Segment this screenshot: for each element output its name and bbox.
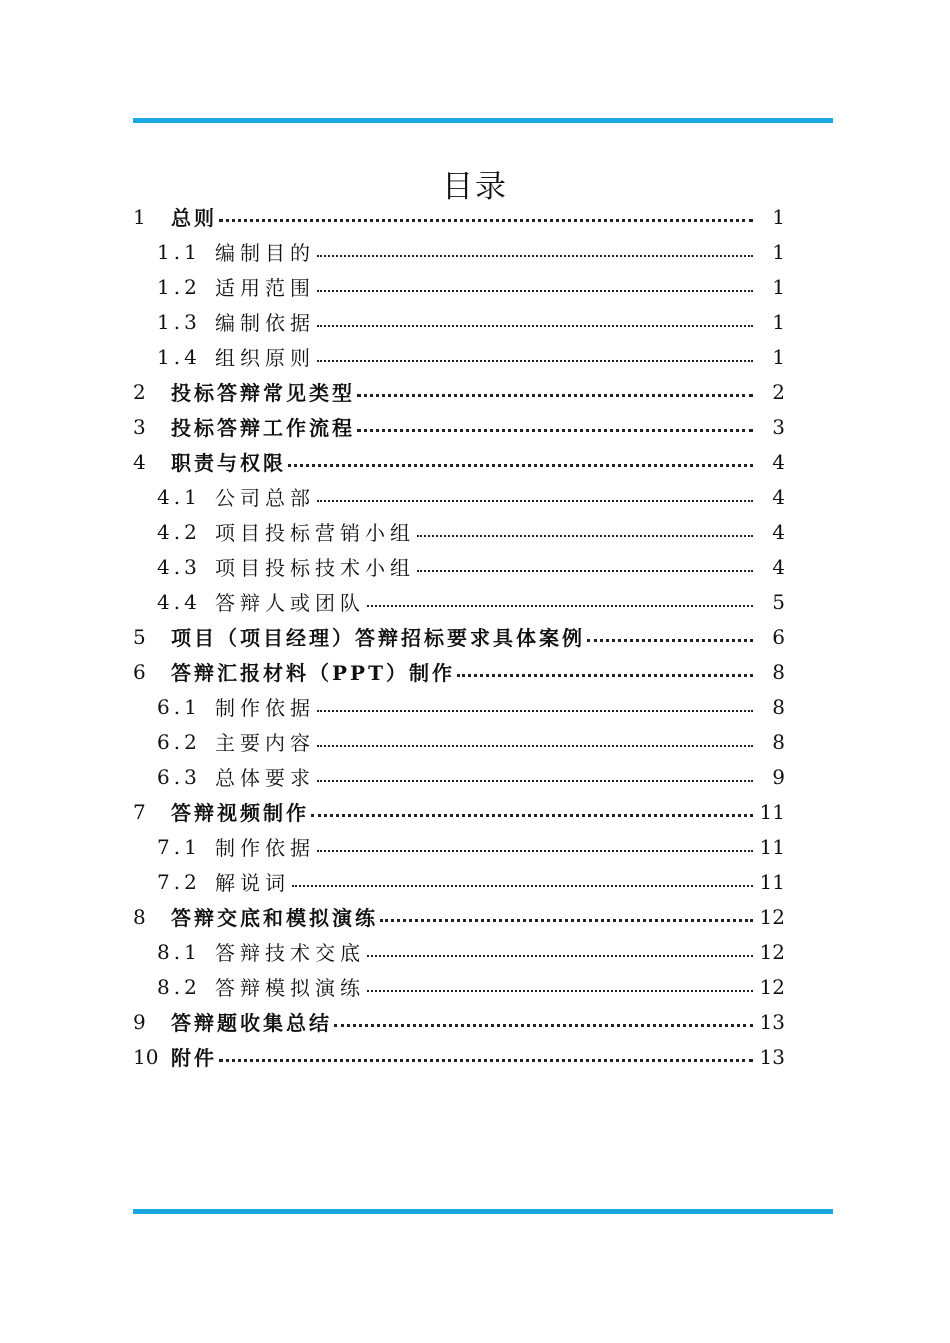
toc-entry-chapter[interactable] xyxy=(133,899,785,934)
toc-entry-number: 4 xyxy=(133,449,146,474)
toc-entry-page: 9 xyxy=(772,764,785,789)
toc-entry-page: 1 xyxy=(772,204,785,229)
toc-entry-label: 制作依据 xyxy=(215,696,315,720)
toc-entry-number: 4.3 xyxy=(157,554,201,579)
toc-entry-label: 总体要求 xyxy=(215,766,315,790)
toc-entry-page: 13 xyxy=(759,1009,785,1034)
toc-leader-dots xyxy=(317,780,753,782)
toc-entry-label: 项目（项目经理）答辩招标要求具体案例 xyxy=(171,626,585,650)
toc-leader-dots xyxy=(219,1059,753,1062)
toc-entry-label: 投标答辩常见类型 xyxy=(171,381,355,405)
toc-entry-page: 8 xyxy=(772,729,785,754)
toc-leader-dots xyxy=(317,850,753,852)
toc-leader-dots xyxy=(380,919,753,922)
toc-leader-dots xyxy=(357,429,753,432)
toc-entry-number: 7.2 xyxy=(157,869,201,894)
toc-entry-number: 10 xyxy=(133,1044,159,1069)
toc-entry-page: 4 xyxy=(772,449,785,474)
toc-entry-number: 7 xyxy=(133,799,146,824)
toc-entry-section[interactable] xyxy=(133,549,785,584)
toc-leader-dots xyxy=(288,464,753,467)
toc-entry-chapter[interactable] xyxy=(133,374,785,409)
toc-entry-number: 7.1 xyxy=(157,834,201,859)
toc-entry-number: 6.2 xyxy=(157,729,201,754)
toc-entry-page: 2 xyxy=(772,379,785,404)
toc-leader-dots xyxy=(317,290,753,292)
toc-entry-label: 编制依据 xyxy=(215,311,315,335)
toc-entry-number: 8.1 xyxy=(157,939,201,964)
toc-entry-page: 3 xyxy=(772,414,785,439)
toc-leader-dots xyxy=(417,570,753,572)
toc-entry-chapter[interactable] xyxy=(133,444,785,479)
toc-entry-label: 项目投标营销小组 xyxy=(215,521,415,545)
toc-entry-chapter[interactable] xyxy=(133,1039,785,1074)
toc-entry-number: 9 xyxy=(133,1009,146,1034)
toc-entry-section[interactable] xyxy=(133,934,785,969)
toc-leader-dots xyxy=(219,219,753,222)
toc-entry-section[interactable] xyxy=(133,969,785,1004)
toc-entry-section[interactable] xyxy=(133,864,785,899)
toc-entry-label: 适用范围 xyxy=(215,276,315,300)
toc-leader-dots xyxy=(367,990,753,992)
toc-leader-dots xyxy=(357,394,753,397)
toc-entry-chapter[interactable] xyxy=(133,1004,785,1039)
toc-entry-page: 11 xyxy=(759,834,785,859)
toc-entry-number: 6.1 xyxy=(157,694,201,719)
toc-entry-label: 总则 xyxy=(171,206,217,230)
toc-entry-page: 12 xyxy=(759,974,785,999)
toc-leader-dots xyxy=(457,674,753,677)
toc-leader-dots xyxy=(367,605,753,607)
toc-entry-page: 11 xyxy=(759,799,785,824)
toc-entry-section[interactable] xyxy=(133,234,785,269)
toc-entry-page: 1 xyxy=(772,239,785,264)
toc-entry-number: 4.4 xyxy=(157,589,201,614)
toc-entry-label: 项目投标技术小组 xyxy=(215,556,415,580)
toc-entry-chapter[interactable] xyxy=(133,619,785,654)
toc-entry-number: 5 xyxy=(133,624,146,649)
toc-entry-section[interactable] xyxy=(133,514,785,549)
toc-entry-page: 13 xyxy=(759,1044,785,1069)
toc-entry-label: 答辩技术交底 xyxy=(215,941,365,965)
toc-entry-section[interactable] xyxy=(133,479,785,514)
toc-entry-number: 8 xyxy=(133,904,146,929)
toc-leader-dots xyxy=(587,639,753,642)
toc-entry-page: 1 xyxy=(772,274,785,299)
toc-leader-dots xyxy=(417,535,753,537)
toc-entry-label: 主要内容 xyxy=(215,731,315,755)
toc-entry-number: 4.2 xyxy=(157,519,201,544)
toc-entry-label: 公司总部 xyxy=(215,486,315,510)
toc-entry-number: 2 xyxy=(133,379,146,404)
toc-entry-number: 1.2 xyxy=(157,274,201,299)
toc-entry-page: 4 xyxy=(772,519,785,544)
toc-entry-section[interactable] xyxy=(133,759,785,794)
toc-entry-label: 答辩视频制作 xyxy=(171,801,309,825)
toc-leader-dots xyxy=(317,745,753,747)
toc-entry-number: 1.4 xyxy=(157,344,201,369)
toc-leader-dots xyxy=(317,710,753,712)
toc-entry-chapter[interactable] xyxy=(133,794,785,829)
toc-leader-dots xyxy=(367,955,753,957)
toc-leader-dots xyxy=(317,325,753,327)
toc-entry-page: 1 xyxy=(772,309,785,334)
toc-entry-section[interactable] xyxy=(133,304,785,339)
toc-entry-number: 1.1 xyxy=(157,239,201,264)
toc-entry-section[interactable] xyxy=(133,689,785,724)
toc-entry-number: 4.1 xyxy=(157,484,201,509)
toc-leader-dots xyxy=(292,885,753,887)
toc-entry-chapter[interactable] xyxy=(133,654,785,689)
toc-entry-page: 6 xyxy=(772,624,785,649)
page-title: 目录 xyxy=(442,168,508,205)
toc-entry-section[interactable] xyxy=(133,269,785,304)
toc-entry-label: 组织原则 xyxy=(215,346,315,370)
bottom-rule xyxy=(133,1209,833,1214)
toc-entry-label: 答辩交底和模拟演练 xyxy=(171,906,378,930)
toc-entry-page: 4 xyxy=(772,484,785,509)
toc-entry-page: 4 xyxy=(772,554,785,579)
toc-entry-label: 解说词 xyxy=(215,871,290,895)
toc-entry-chapter[interactable] xyxy=(133,409,785,444)
toc-entry-number: 8.2 xyxy=(157,974,201,999)
toc-entry-page: 8 xyxy=(772,694,785,719)
toc-entry-page: 12 xyxy=(759,904,785,929)
toc-entry-page: 5 xyxy=(772,589,785,614)
toc-entry-page: 1 xyxy=(772,344,785,369)
toc-leader-dots xyxy=(334,1024,753,1027)
toc-entry-page: 11 xyxy=(759,869,785,894)
toc-leader-dots xyxy=(317,360,753,362)
toc-entry-label: 答辩人或团队 xyxy=(215,591,365,615)
toc-entry-label: 职责与权限 xyxy=(171,451,286,475)
toc-entry-label: 制作依据 xyxy=(215,836,315,860)
toc-leader-dots xyxy=(311,814,753,817)
toc-entry-number: 1.3 xyxy=(157,309,201,334)
toc-entry-number: 6 xyxy=(133,659,146,684)
toc-entry-page: 12 xyxy=(759,939,785,964)
toc-entry-section[interactable] xyxy=(133,829,785,864)
table-of-contents xyxy=(133,199,785,1074)
toc-leader-dots xyxy=(317,255,753,257)
toc-entry-label: 附件 xyxy=(171,1046,217,1070)
toc-entry-page: 8 xyxy=(772,659,785,684)
toc-entry-number: 1 xyxy=(133,204,146,229)
top-rule xyxy=(133,118,833,123)
toc-entry-number: 3 xyxy=(133,414,146,439)
toc-entry-chapter[interactable] xyxy=(133,199,785,234)
toc-leader-dots xyxy=(317,500,753,502)
toc-entry-section[interactable] xyxy=(133,724,785,759)
toc-entry-label: 答辩模拟演练 xyxy=(215,976,365,1000)
toc-entry-label: 答辩题收集总结 xyxy=(171,1011,332,1035)
toc-entry-section[interactable] xyxy=(133,339,785,374)
toc-entry-label: 投标答辩工作流程 xyxy=(171,416,355,440)
toc-entry-section[interactable] xyxy=(133,584,785,619)
toc-entry-label: 答辩汇报材料（PPT）制作 xyxy=(171,661,455,685)
toc-entry-number: 6.3 xyxy=(157,764,201,789)
toc-entry-label: 编制目的 xyxy=(215,241,315,265)
